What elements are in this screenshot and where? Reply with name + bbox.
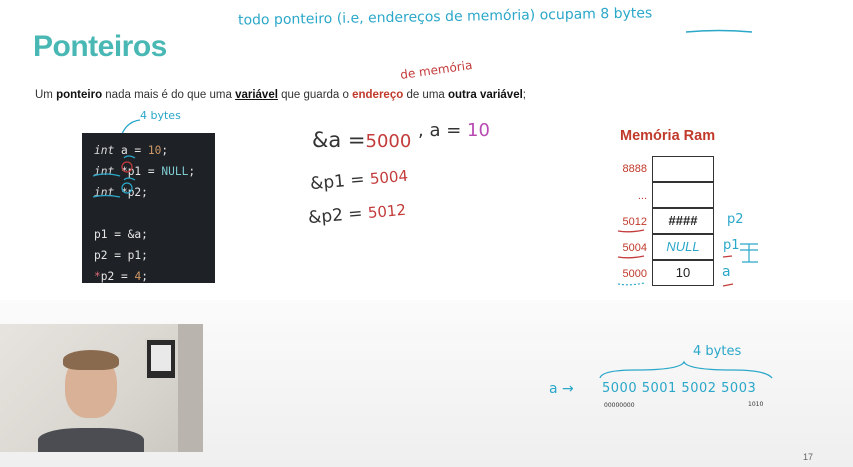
code-line-4: p1 = &a;	[94, 228, 148, 241]
code-line-3: int *p2;	[94, 186, 148, 199]
code-line-6: *p2 = 4;	[94, 270, 148, 283]
code-line-2: int *p1 = NULL;	[94, 165, 196, 178]
ram-addr-ellipsis: ...	[637, 190, 647, 202]
ram-cell-8888	[652, 156, 714, 182]
ram-label-p2: p2	[727, 212, 744, 227]
webcam-person	[38, 354, 144, 452]
brace-bytes	[596, 360, 776, 380]
ram-label-p1: p1	[723, 238, 740, 253]
page-number: 17	[803, 452, 814, 462]
note-amp-p1: &p1 = 5004	[309, 166, 409, 195]
note-pointer-size: todo ponteiro (i.e, endereços de memória) ocupam 8 bytes	[237, 5, 653, 29]
note-4-bytes-code: 4 bytes	[140, 109, 181, 122]
note-bits-right: 1010	[748, 401, 764, 408]
intro-text: Um ponteiro nada mais é do que uma variável que guarda o endereço de uma outra variável;	[35, 89, 526, 101]
note-amp-p2: &p2 = 5012	[307, 200, 407, 229]
webcam-shelf	[178, 324, 203, 452]
ram-annotations	[612, 228, 772, 290]
note-amp-a: &a =5000	[312, 128, 412, 152]
ram-addr-5000: 5000	[622, 268, 647, 280]
webcam-wall-frame	[145, 338, 177, 380]
ram-cell-5012: ####	[652, 208, 714, 234]
code-line-5: p2 = p1;	[94, 249, 148, 262]
ram-addr-5004: 5004	[622, 242, 647, 254]
note-a-arrow: a →	[549, 381, 574, 397]
webcam-video	[0, 324, 203, 452]
ram-cell-5000: 10	[652, 260, 714, 286]
note-bits-left: 00000000	[604, 402, 635, 409]
code-blank	[94, 203, 215, 224]
ram-title: Memória Ram	[620, 128, 716, 144]
underline-8bytes	[684, 28, 754, 36]
note-4-bytes-bottom: 4 bytes	[693, 344, 742, 359]
code-annotations	[90, 150, 200, 202]
note-de-memoria: de memória	[399, 58, 474, 82]
note-addr-sequence: 5000 5001 5002 5003	[602, 381, 757, 396]
code-line-1: int a = 10;	[94, 144, 169, 157]
ram-addr-8888: 8888	[622, 163, 647, 175]
ram-cell-5004: NULL	[652, 234, 714, 260]
slide-title: Ponteiros	[33, 30, 167, 63]
ram-label-a: a	[722, 264, 731, 280]
note-a-equals: , a = 10	[418, 120, 490, 141]
ram-cell-ellipsis	[652, 182, 714, 208]
ram-addr-5012: 5012	[622, 216, 647, 228]
